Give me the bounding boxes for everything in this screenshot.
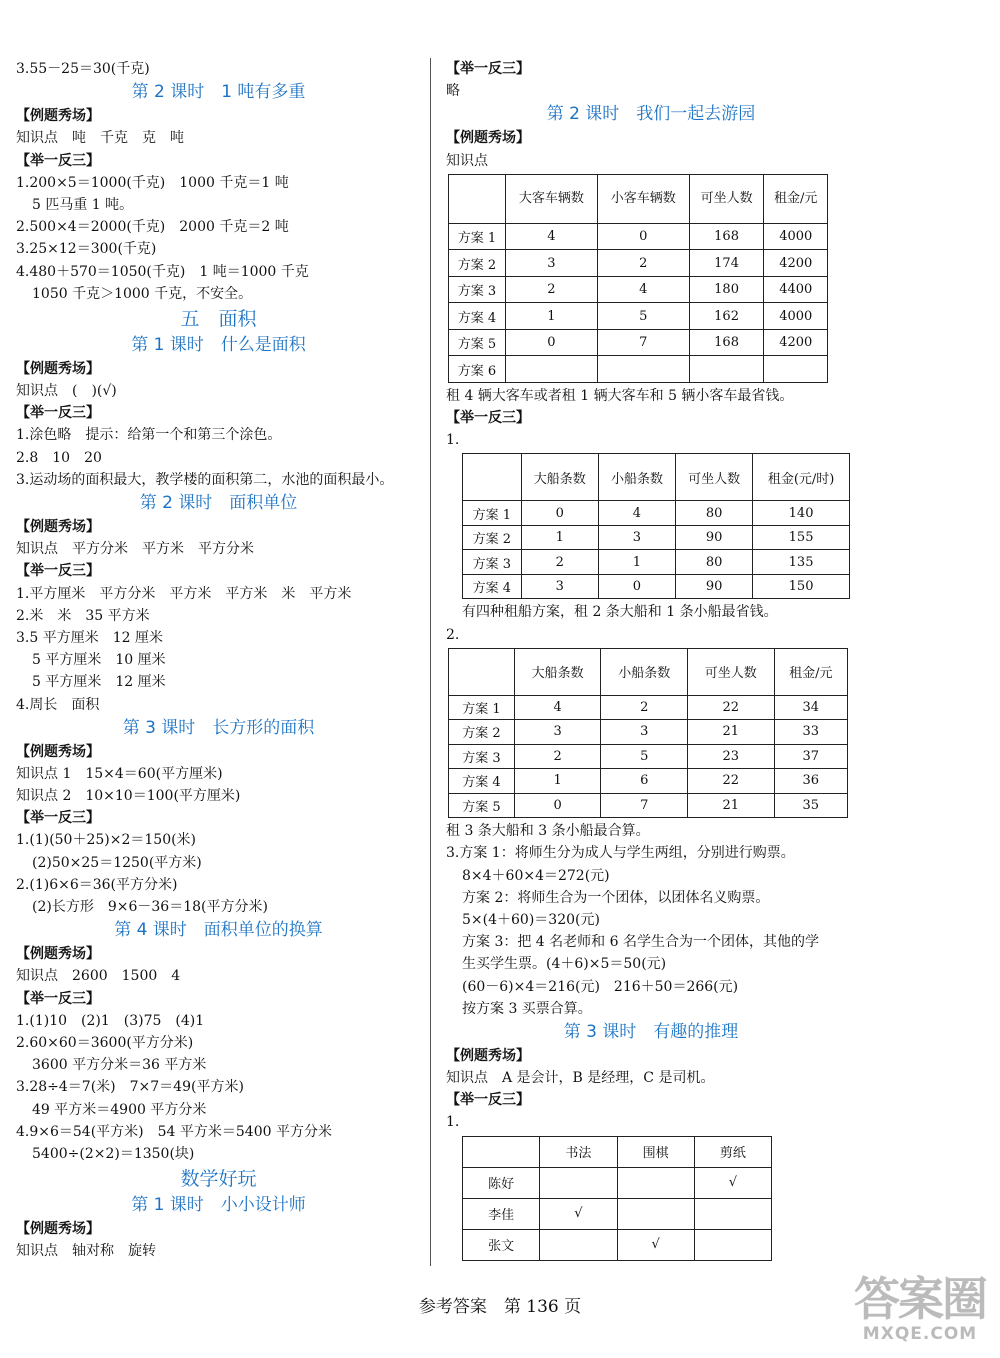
answer-line: 3.25×12＝300(千克) bbox=[16, 241, 157, 258]
answer-line: 知识点 吨 千克 克 吨 bbox=[16, 130, 184, 147]
table-cell: 22 bbox=[687, 769, 774, 794]
answer-line: 2.米 米 35 平方米 bbox=[16, 607, 150, 624]
table-cell: 2 bbox=[514, 744, 601, 769]
section-label: 【例题秀场】 bbox=[16, 519, 100, 535]
lesson-heading: 第 3 课时 长方形的面积 bbox=[122, 717, 315, 738]
unit-heading: 五 面积 bbox=[180, 307, 257, 330]
answer-line: 租 3 条大船和 3 条小船最合算。 bbox=[446, 823, 650, 840]
table-cell: 4 bbox=[597, 276, 689, 303]
section-label: 【举一反三】 bbox=[16, 152, 100, 169]
table-cell: 张文 bbox=[463, 1229, 540, 1260]
table-header-row bbox=[463, 454, 850, 501]
table-cell: 1 bbox=[514, 769, 601, 794]
table-cell: 90 bbox=[676, 525, 753, 550]
table-cell: 方案 4 bbox=[463, 574, 522, 599]
column-divider bbox=[430, 58, 431, 1266]
answer-line: 5400÷(2×2)＝1350(块) bbox=[32, 1145, 195, 1162]
table-cell: 方案 2 bbox=[449, 720, 515, 745]
table-cell: 4400 bbox=[764, 276, 828, 303]
lesson-heading: 第 1 课时 小小设计师 bbox=[131, 1195, 306, 1216]
lesson-heading: 第 1 课时 什么是面积 bbox=[131, 334, 306, 355]
page-footer: 参考答案 第 136 页 bbox=[418, 1297, 582, 1317]
table-header-cell: 可坐人数 bbox=[689, 174, 764, 223]
table-row bbox=[463, 1229, 772, 1260]
table-row bbox=[463, 574, 850, 599]
table-cell: 方案 4 bbox=[449, 769, 515, 794]
table-cell: 4000 bbox=[764, 223, 828, 250]
table-cell: 80 bbox=[676, 550, 753, 575]
table-row bbox=[449, 769, 848, 794]
table-cell: 陈好 bbox=[463, 1167, 540, 1198]
answer-line: 2.8 10 20 bbox=[16, 449, 102, 466]
table-cell: 168 bbox=[689, 223, 764, 250]
answer-line: 知识点 ( )(√) bbox=[16, 383, 117, 400]
table-cell bbox=[597, 356, 689, 383]
table-header-cell: 书法 bbox=[540, 1136, 617, 1167]
answer-line: 5 平方厘米 10 厘米 bbox=[32, 652, 166, 669]
table-cell: 方案 1 bbox=[463, 501, 522, 526]
section-label: 【例题秀场】 bbox=[16, 360, 100, 377]
table-cell bbox=[617, 1198, 694, 1229]
table-cell: 0 bbox=[521, 501, 598, 526]
table-header-cell: 大客车辆数 bbox=[505, 174, 597, 223]
table-row bbox=[449, 744, 848, 769]
left-column bbox=[16, 58, 421, 1262]
table-cell: 4 bbox=[598, 501, 675, 526]
table-cell: 方案 4 bbox=[449, 303, 506, 330]
table-header-cell: 剪纸 bbox=[694, 1136, 771, 1167]
table-cell: 162 bbox=[689, 303, 764, 330]
table-cell: 34 bbox=[774, 695, 847, 720]
table-cell: √ bbox=[694, 1167, 771, 1198]
table-cell: 21 bbox=[687, 793, 774, 818]
table-cell bbox=[694, 1229, 771, 1260]
table-row bbox=[449, 695, 848, 720]
answer-line: 知识点 A 是会计，B 是经理，C 是司机。 bbox=[446, 1070, 715, 1087]
boat-rental-table-1 bbox=[462, 453, 850, 599]
table-cell: 7 bbox=[601, 793, 688, 818]
hobby-reasoning-table bbox=[462, 1136, 772, 1261]
answer-line: 知识点 bbox=[446, 152, 488, 169]
table-cell: 22 bbox=[687, 695, 774, 720]
answer-line: 知识点 2 10×10＝100(平方厘米) bbox=[16, 788, 241, 805]
answer-line: 4.9×6＝54(平方米) 54 平方米＝5400 平方分米 bbox=[16, 1123, 332, 1140]
table-cell: 23 bbox=[687, 744, 774, 769]
table-row bbox=[449, 329, 828, 356]
table-row bbox=[449, 250, 828, 277]
answer-line: 3.运动场的面积最大，教学楼的面积第二，水池的面积最小。 bbox=[16, 471, 394, 488]
section-label: 【例题秀场】 bbox=[16, 743, 100, 760]
answer-line: 2.500×4＝2000(千克) 2000 千克＝2 吨 bbox=[16, 219, 289, 236]
table-cell bbox=[764, 356, 828, 383]
table-cell: 5 bbox=[601, 744, 688, 769]
answer-line: 1050 千克＞1000 千克，不安全。 bbox=[32, 285, 253, 302]
table-cell: 方案 2 bbox=[449, 250, 506, 277]
answer-line: 1.平方厘米 平方分米 平方米 平方米 米 平方米 bbox=[16, 585, 352, 602]
table-row bbox=[463, 525, 850, 550]
answer-line: 5 匹马重 1 吨。 bbox=[32, 196, 134, 213]
table-header-cell: 租金/元 bbox=[774, 648, 847, 695]
table-header-cell: 大船条数 bbox=[521, 454, 598, 501]
table-cell: 3 bbox=[601, 720, 688, 745]
section-label: 【例题秀场】 bbox=[446, 1047, 530, 1064]
section-label: 【例题秀场】 bbox=[16, 946, 100, 963]
table-row bbox=[449, 303, 828, 330]
table-cell: 7 bbox=[597, 329, 689, 356]
table-row bbox=[463, 550, 850, 575]
table-cell bbox=[540, 1229, 617, 1260]
answer-line: 1. bbox=[446, 1114, 460, 1131]
answer-line: (2)长方形 9×6－36＝18(平方分米) bbox=[32, 899, 268, 915]
table-cell: 180 bbox=[689, 276, 764, 303]
table-cell: 方案 1 bbox=[449, 695, 515, 720]
answer-line: 租 4 辆大客车或者租 1 辆大客车和 5 辆小客车最省钱。 bbox=[446, 387, 794, 404]
answer-line: 2. bbox=[446, 626, 460, 643]
table-cell: 李佳 bbox=[463, 1198, 540, 1229]
table-row bbox=[463, 501, 850, 526]
answer-line: (2)50×25＝1250(平方米) bbox=[32, 854, 202, 871]
table-cell: √ bbox=[540, 1198, 617, 1229]
table-cell: 3 bbox=[514, 720, 601, 745]
answer-line: 2.60×60＝3600(平方分米) bbox=[16, 1034, 194, 1051]
table-cell: 方案 5 bbox=[449, 793, 515, 818]
table-header-cell: 可坐人数 bbox=[676, 454, 753, 501]
table-header-row bbox=[449, 174, 828, 223]
table-cell bbox=[540, 1167, 617, 1198]
right-column bbox=[446, 58, 856, 1263]
table-header-cell bbox=[449, 174, 506, 223]
table-cell: 140 bbox=[753, 501, 850, 526]
table-cell: 33 bbox=[774, 720, 847, 745]
table-cell: 35 bbox=[774, 793, 847, 818]
answer-line: 8×4＋60×4＝272(元) bbox=[462, 867, 610, 884]
section-label: 【例题秀场】 bbox=[16, 1221, 100, 1238]
answer-line: 方案 3：把 4 名老师和 6 名学生合为一个团体，其他的学 bbox=[462, 934, 819, 951]
table-cell: 21 bbox=[687, 720, 774, 745]
section-label: 【举一反三】 bbox=[16, 405, 100, 422]
lesson-heading: 第 2 课时 1 吨有多重 bbox=[131, 82, 306, 103]
table-cell: 方案 2 bbox=[463, 525, 522, 550]
table-cell: 方案 1 bbox=[449, 223, 506, 250]
table-header-cell bbox=[463, 1136, 540, 1167]
section-label: 【举一反三】 bbox=[16, 810, 100, 827]
table-header-cell: 小船条数 bbox=[598, 454, 675, 501]
table-cell: 2 bbox=[505, 276, 597, 303]
table-cell bbox=[617, 1167, 694, 1198]
lesson-heading: 第 4 课时 面积单位的换算 bbox=[114, 920, 323, 941]
answer-line: 1.(1)10 (2)1 (3)75 (4)1 bbox=[16, 1012, 205, 1029]
lesson-heading: 第 2 课时 我们一起去游园 bbox=[546, 104, 756, 125]
table-cell: 2 bbox=[601, 695, 688, 720]
answer-line: 生买学生票。(4＋6)×5＝50(元) bbox=[462, 956, 667, 973]
answer-line: 1.涂色略 提示：给第一个和第三个涂色。 bbox=[16, 427, 282, 444]
unit-heading: 数学好玩 bbox=[180, 1168, 257, 1191]
table-cell: 方案 3 bbox=[463, 550, 522, 575]
table-cell: 4 bbox=[505, 223, 597, 250]
answer-line: 有四种租船方案，租 2 条大船和 1 条小船最省钱。 bbox=[462, 604, 778, 621]
answer-line: 按方案 3 买票合算。 bbox=[462, 1000, 592, 1017]
table-cell bbox=[505, 356, 597, 383]
table-header-cell bbox=[463, 454, 522, 501]
answer-line: (60－6)×4＝216(元) 216＋50＝266(元) bbox=[462, 978, 739, 995]
section-label: 【举一反三】 bbox=[16, 563, 100, 580]
table-cell: 方案 3 bbox=[449, 276, 506, 303]
table-cell: 3 bbox=[505, 250, 597, 277]
table-header-row bbox=[463, 1136, 772, 1167]
table-cell: 0 bbox=[597, 223, 689, 250]
answer-line: 知识点 轴对称 旋转 bbox=[16, 1243, 156, 1260]
table-row bbox=[449, 276, 828, 303]
table-header-cell: 围棋 bbox=[617, 1136, 694, 1167]
answer-line: 3.28÷4＝7(米) 7×7＝49(平方米) bbox=[16, 1079, 244, 1096]
answer-line: 知识点 2600 1500 4 bbox=[16, 968, 181, 985]
answer-line: 知识点 1 15×4＝60(平方厘米) bbox=[16, 765, 223, 782]
answer-line: 1.(1)(50＋25)×2＝150(米) bbox=[16, 832, 197, 849]
table-cell: 0 bbox=[598, 574, 675, 599]
table-header-cell: 租金(元/时) bbox=[753, 454, 850, 501]
table-cell: 168 bbox=[689, 329, 764, 356]
table-cell: 6 bbox=[601, 769, 688, 794]
table-header-cell: 小客车辆数 bbox=[597, 174, 689, 223]
table-header-cell: 大船条数 bbox=[514, 648, 601, 695]
table-header-cell: 小船条数 bbox=[601, 648, 688, 695]
answer-line: 3600 平方分米＝36 平方米 bbox=[32, 1057, 207, 1074]
table-row bbox=[463, 1167, 772, 1198]
watermark-logo: 答案圈 MXQE.COM bbox=[854, 1272, 986, 1344]
answer-line: 5 平方厘米 12 厘米 bbox=[32, 674, 166, 691]
table-cell: 150 bbox=[753, 574, 850, 599]
table-cell: 174 bbox=[689, 250, 764, 277]
section-label: 【举一反三】 bbox=[446, 61, 530, 77]
table-cell: 5 bbox=[597, 303, 689, 330]
table-cell: 4 bbox=[514, 695, 601, 720]
table-header-cell: 租金/元 bbox=[764, 174, 828, 223]
table-cell: 36 bbox=[774, 769, 847, 794]
table-cell: 1 bbox=[521, 525, 598, 550]
table-row bbox=[449, 223, 828, 250]
table-cell: 3 bbox=[598, 525, 675, 550]
table-cell: 155 bbox=[753, 525, 850, 550]
section-label: 【举一反三】 bbox=[446, 409, 530, 426]
answer-line: 1.200×5＝1000(千克) 1000 千克＝1 吨 bbox=[16, 174, 289, 191]
table-cell: 135 bbox=[753, 550, 850, 575]
bus-rental-table bbox=[448, 174, 828, 383]
answer-line: 知识点 平方分米 平方米 平方分米 bbox=[16, 541, 254, 558]
section-label: 【举一反三】 bbox=[446, 1092, 530, 1109]
table-row bbox=[449, 720, 848, 745]
table-cell: 2 bbox=[521, 550, 598, 575]
answer-line: 2.(1)6×6＝36(平方分米) bbox=[16, 876, 178, 893]
table-cell: 方案 5 bbox=[449, 329, 506, 356]
table-cell: 1 bbox=[505, 303, 597, 330]
table-cell bbox=[694, 1198, 771, 1229]
table-row bbox=[449, 356, 828, 383]
answer-line: 3.55－25＝30(千克) bbox=[16, 61, 150, 77]
table-cell: 0 bbox=[505, 329, 597, 356]
answer-line: 4.周长 面积 bbox=[16, 696, 100, 713]
table-row bbox=[449, 793, 848, 818]
lesson-heading: 第 3 课时 有趣的推理 bbox=[563, 1021, 739, 1042]
section-label: 【例题秀场】 bbox=[446, 130, 530, 147]
answer-line: 方案 2：将师生合为一个团体，以团体名义购票。 bbox=[462, 889, 770, 906]
boat-rental-table-2 bbox=[448, 648, 848, 819]
table-header-row bbox=[449, 648, 848, 695]
table-cell: 方案 6 bbox=[449, 356, 506, 383]
table-cell: 37 bbox=[774, 744, 847, 769]
answer-line: 3.方案 1：将师生分为成人与学生两组，分别进行购票。 bbox=[446, 845, 795, 862]
table-cell: 90 bbox=[676, 574, 753, 599]
answer-line: 49 平方米＝4900 平方分米 bbox=[32, 1101, 207, 1118]
table-cell: 4200 bbox=[764, 329, 828, 356]
lesson-heading: 第 2 课时 面积单位 bbox=[139, 493, 298, 513]
table-cell: 2 bbox=[597, 250, 689, 277]
section-label: 【举一反三】 bbox=[16, 990, 100, 1007]
table-cell bbox=[689, 356, 764, 383]
answer-line: 1. bbox=[446, 432, 460, 449]
table-cell: 4000 bbox=[764, 303, 828, 330]
answer-line: 略 bbox=[446, 83, 460, 100]
table-cell: 3 bbox=[521, 574, 598, 599]
table-cell: √ bbox=[617, 1229, 694, 1260]
answer-line: 3.5 平方厘米 12 厘米 bbox=[16, 629, 163, 646]
table-cell: 0 bbox=[514, 793, 601, 818]
table-row bbox=[463, 1198, 772, 1229]
table-cell: 4200 bbox=[764, 250, 828, 277]
answer-line: 5×(4＋60)＝320(元) bbox=[462, 911, 600, 928]
answer-line: 4.480＋570＝1050(千克) 1 吨＝1000 千克 bbox=[16, 263, 309, 280]
table-header-cell: 可坐人数 bbox=[687, 648, 774, 695]
table-cell: 方案 3 bbox=[449, 744, 515, 769]
table-header-cell bbox=[449, 648, 515, 695]
section-label: 【例题秀场】 bbox=[16, 108, 100, 125]
table-cell: 80 bbox=[676, 501, 753, 526]
table-cell: 1 bbox=[598, 550, 675, 575]
